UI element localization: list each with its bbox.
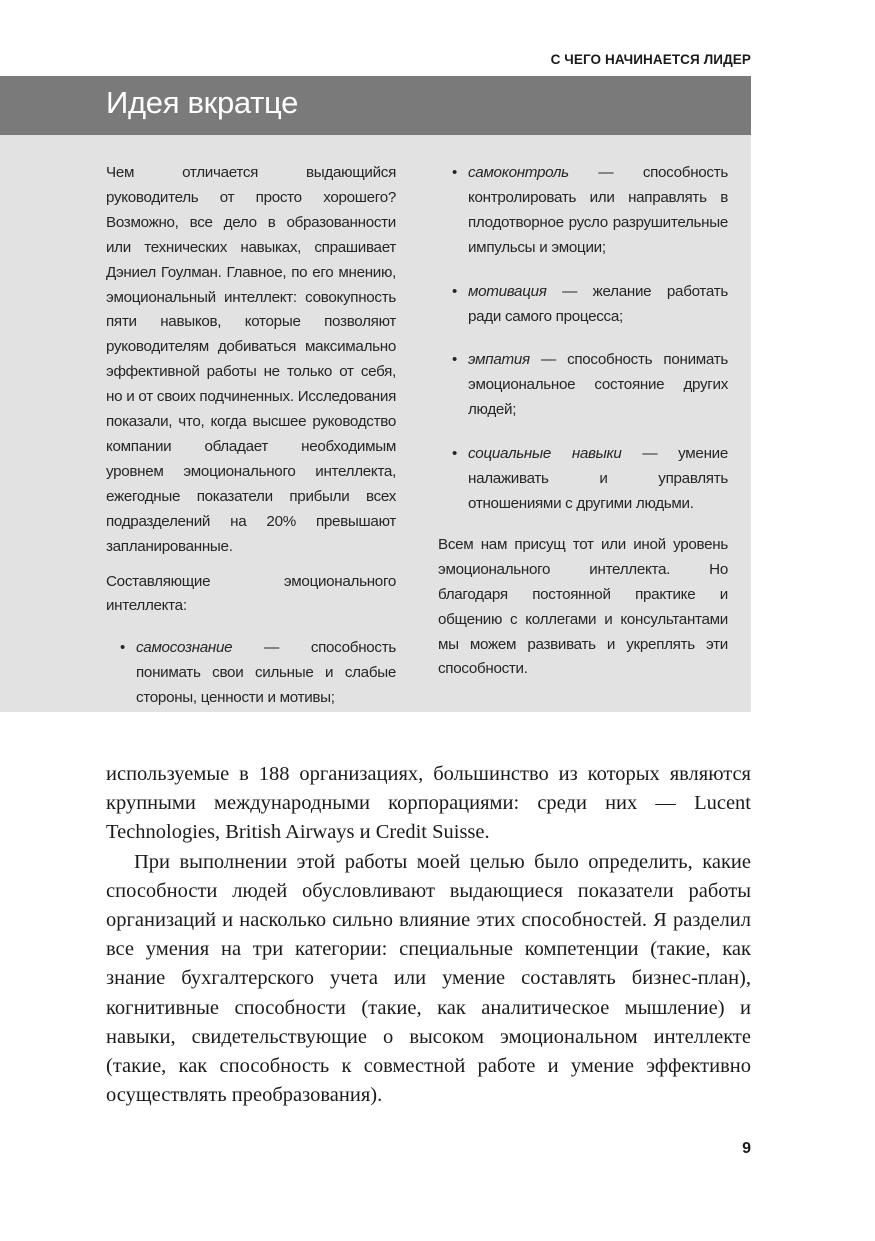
component-term: мотивация <box>468 282 547 300</box>
sidebar-conclusion-paragraph: Всем нам присущ тот или иной уровень эмоционального интеллекта. Но благодаря постоянной практике и общению с коллегами и консультантами мы можем развивать и укреплять эти способности. <box>438 535 728 678</box>
sidebar-title: Идея вкратце <box>106 85 299 120</box>
sidebar-components-lead: Составляющие эмоционального интеллекта: <box>106 572 396 615</box>
bullet-icon: • <box>452 282 457 300</box>
list-item <box>438 161 728 261</box>
sidebar-right-column <box>438 161 728 692</box>
component-description: — способность контролировать или направлять в плодотворное русло разрушительные импульсы и эмоции; <box>468 164 728 256</box>
bullet-icon: • <box>452 164 457 181</box>
bullet-icon: • <box>120 639 125 657</box>
list-item <box>438 442 728 517</box>
running-head: С ЧЕГО НАЧИНАЕТСЯ ЛИДЕР <box>550 52 751 67</box>
sidebar-intro-paragraph: Чем отличается выдающийся руководитель от просто хорошего? Возможно, все дело в образованности или технических навыках, спрашивает Дэниел Гоулман. Главное, по его мнению, эмоциональный интеллект: совокупность пяти навыков, которые позволяют руководителям добиваться максимально эффективной работы не только от себя, но и от своих подчиненных. Исследования показали, что, когда высшее руководство компании обладает необходимым уровнем эмоционального интеллекта, ежегодные показатели прибыли всех подразделений на 20% превышают запланированные. <box>106 164 396 555</box>
component-term: самосознание <box>136 639 233 657</box>
components-list-right <box>438 161 728 517</box>
component-term: самоконтроль <box>468 164 569 181</box>
list-item <box>438 348 728 423</box>
sidebar-header <box>0 76 751 135</box>
component-term: социальные навыки <box>468 445 622 463</box>
list-item <box>438 280 728 330</box>
component-description: — способность понимать свои сильные и слабые стороны, ценности и мотивы; <box>136 639 396 707</box>
component-description: — способность понимать эмоциональное состояние других людей; <box>468 351 728 419</box>
component-term: эмпатия <box>468 351 530 369</box>
main-body-text <box>106 760 751 1110</box>
bullet-icon: • <box>452 445 457 463</box>
idea-in-brief-sidebar <box>0 76 751 712</box>
bullet-icon: • <box>452 351 457 369</box>
body-paragraph: используемые в 188 организациях, большинство из которых являются крупными международными корпорациями: среди них — Lucent Technologies, British Airways и Credit Suisse. <box>106 763 751 844</box>
page-number: 9 <box>742 1140 751 1157</box>
component-description: — желание работать ради самого процесса; <box>468 282 728 325</box>
body-paragraph: При выполнении этой работы моей целью было определить, какие способности людей обусловливают выдающиеся показатели работы организаций и насколько сильно влияние этих способностей. Я разделил все умения на три категории: специальные компетенции (такие, как знание бухгалтерского учета или умение составлять бизнес-план), когнитивные способности (такие, как аналитическое мышление) и навыки, свидетельствующие о высоком эмоциональном интеллекте (такие, как способность к совместной работе и умение эффективно осуществлять преобразования). <box>106 850 751 1107</box>
component-description: — умение налаживать и управлять отношениями с другими людьми. <box>468 445 728 512</box>
list-item <box>106 636 396 711</box>
components-list-left <box>106 636 396 711</box>
sidebar-left-column <box>106 161 396 730</box>
